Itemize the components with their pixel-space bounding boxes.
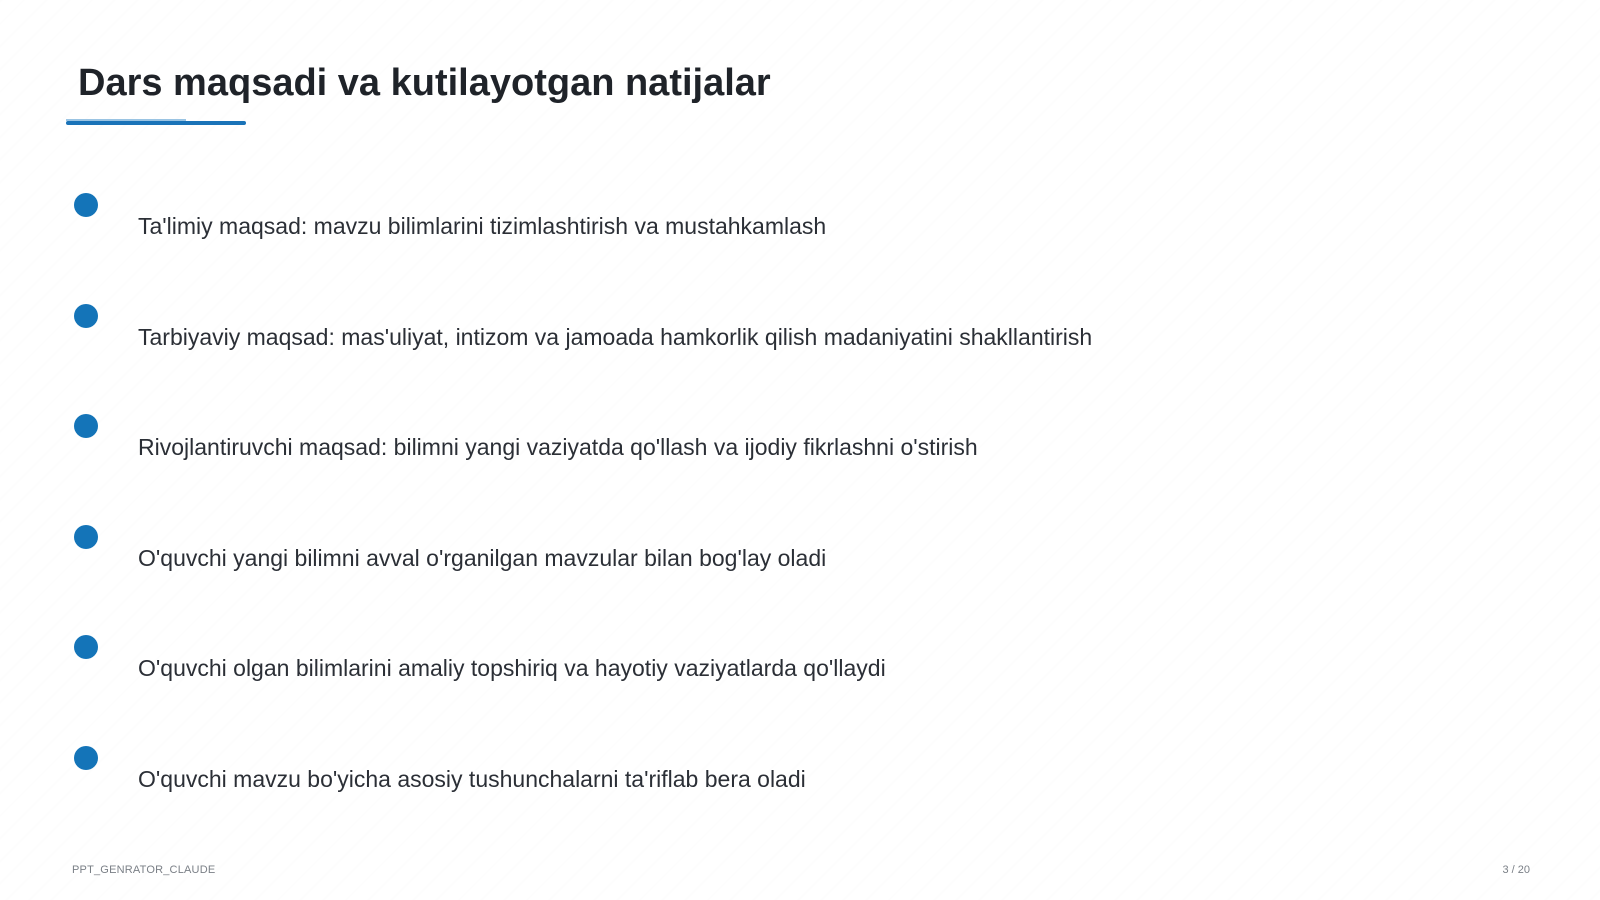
list-item [0,193,1500,273]
bullet-text: O'quvchi mavzu bo'yicha asosiy tushunchalarni ta'riflab bera oladi [138,766,806,792]
bullet-text: Ta'limiy maqsad: mavzu bilimlarini tizimlashtirish va mustahkamlash [138,213,827,239]
bullet-text: Rivojlantiruvchi maqsad: bilimni yangi vaziyatda qo'llash va ijodiy fikrlashni o'stirish [138,434,978,460]
bullet-text: O'quvchi yangi bilimni avval o'rganilgan mavzular bilan bog'lay oladi [138,545,827,571]
list-item [0,414,1500,494]
bullet-dot-icon [74,414,98,438]
bullet-dot-icon [74,746,98,770]
list-item [0,525,1500,605]
bullet-dot-icon [74,193,98,217]
list-item [0,746,1500,826]
bullet-text: O'quvchi olgan bilimlarini amaliy topshiriq va hayotiy vaziyatlarda qo'llaydi [138,655,886,681]
page-indicator: 3 / 20 [1502,864,1530,876]
bullet-text: Tarbiyaviy maqsad: mas'uliyat, intizom va jamoada hamkorlik qilish madaniyatini shakllantirish [138,324,1093,350]
bullet-dot-icon [74,304,98,328]
bullet-dot-icon [74,635,98,659]
bullet-dot-icon [74,525,98,549]
footer-source-label: PPT_GENRATOR_CLAUDE [72,864,216,876]
slide-title: Dars maqsadi va kutilayotgan natijalar [78,62,771,104]
list-item [0,304,1500,384]
list-item [0,635,1500,715]
